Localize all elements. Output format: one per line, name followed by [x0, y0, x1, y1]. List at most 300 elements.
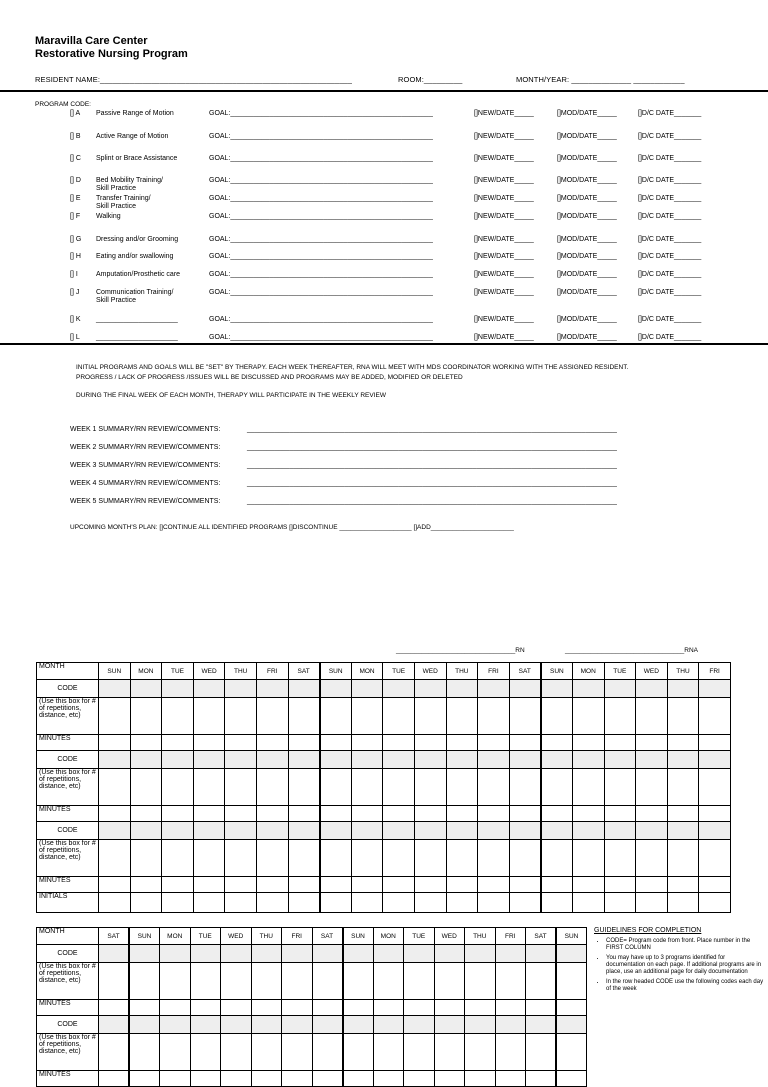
entry-cell[interactable]	[99, 822, 131, 840]
entry-cell[interactable]	[373, 1071, 404, 1087]
entry-cell[interactable]	[667, 698, 699, 735]
goal-field[interactable]: GOAL:____________________________________________________	[209, 316, 433, 323]
entry-cell[interactable]	[162, 806, 194, 822]
entry-cell[interactable]	[383, 840, 415, 877]
entry-cell[interactable]	[404, 1071, 435, 1087]
entry-cell[interactable]	[383, 806, 415, 822]
entry-cell[interactable]	[99, 735, 131, 751]
entry-cell[interactable]	[225, 822, 257, 840]
entry-cell[interactable]	[130, 806, 162, 822]
program-checkbox[interactable]: [] F	[70, 213, 81, 220]
entry-cell[interactable]	[373, 963, 404, 1000]
program-checkbox[interactable]: [] K	[70, 316, 81, 323]
upcoming-plan[interactable]: UPCOMING MONTH'S PLAN: []CONTINUE ALL IDENTIFIED PROGRAMS []DISCONTINUE ____________________ []ADD_______________________	[70, 524, 514, 531]
entry-cell[interactable]	[256, 822, 288, 840]
new-date-field[interactable]: []NEW/DATE_____	[474, 177, 534, 184]
program-checkbox[interactable]: [] B	[70, 133, 81, 140]
entry-cell[interactable]	[509, 680, 541, 698]
entry-cell[interactable]	[434, 1000, 465, 1016]
entry-cell[interactable]	[193, 893, 225, 913]
entry-cell[interactable]	[478, 822, 510, 840]
entry-cell[interactable]	[526, 963, 557, 1000]
entry-cell[interactable]	[162, 840, 194, 877]
entry-cell[interactable]	[509, 877, 541, 893]
entry-cell[interactable]	[446, 893, 478, 913]
entry-cell[interactable]	[282, 945, 313, 963]
mod-date-field[interactable]: []MOD/DATE_____	[557, 177, 617, 184]
entry-cell[interactable]	[699, 822, 731, 840]
dc-date-field[interactable]: []D/C DATE_______	[638, 133, 702, 140]
entry-cell[interactable]	[636, 735, 668, 751]
entry-cell[interactable]	[320, 840, 352, 877]
entry-cell[interactable]	[99, 806, 131, 822]
entry-cell[interactable]	[465, 1016, 496, 1034]
entry-cell[interactable]	[99, 893, 131, 913]
entry-cell[interactable]	[221, 1000, 252, 1016]
entry-cell[interactable]	[478, 735, 510, 751]
entry-cell[interactable]	[636, 822, 668, 840]
entry-cell[interactable]	[636, 769, 668, 806]
entry-cell[interactable]	[667, 769, 699, 806]
entry-cell[interactable]	[541, 877, 573, 893]
dc-date-field[interactable]: []D/C DATE_______	[638, 316, 702, 323]
entry-cell[interactable]	[129, 1071, 160, 1087]
entry-cell[interactable]	[221, 1071, 252, 1087]
entry-cell[interactable]	[495, 1071, 526, 1087]
entry-cell[interactable]	[160, 1034, 191, 1071]
entry-cell[interactable]	[478, 893, 510, 913]
entry-cell[interactable]	[434, 1071, 465, 1087]
goal-field[interactable]: GOAL:____________________________________________________	[209, 289, 433, 296]
entry-cell[interactable]	[434, 963, 465, 1000]
entry-cell[interactable]	[541, 806, 573, 822]
entry-cell[interactable]	[351, 698, 383, 735]
entry-cell[interactable]	[465, 945, 496, 963]
dc-date-field[interactable]: []D/C DATE_______	[638, 177, 702, 184]
goal-field[interactable]: GOAL:____________________________________________________	[209, 236, 433, 243]
goal-field[interactable]: GOAL:____________________________________________________	[209, 155, 433, 162]
entry-cell[interactable]	[667, 680, 699, 698]
entry-cell[interactable]	[383, 877, 415, 893]
room-field[interactable]: ROOM:_________	[398, 75, 463, 84]
entry-cell[interactable]	[509, 751, 541, 769]
entry-cell[interactable]	[495, 1016, 526, 1034]
entry-cell[interactable]	[699, 680, 731, 698]
program-checkbox[interactable]: [] L	[70, 334, 80, 341]
entry-cell[interactable]	[604, 735, 636, 751]
entry-cell[interactable]	[604, 877, 636, 893]
entry-cell[interactable]	[478, 698, 510, 735]
entry-cell[interactable]	[282, 1016, 313, 1034]
entry-cell[interactable]	[572, 698, 604, 735]
week-summary-line[interactable]: _______________________________________________________________________________________________	[247, 462, 617, 469]
entry-cell[interactable]	[99, 1000, 130, 1016]
dc-date-field[interactable]: []D/C DATE_______	[638, 253, 702, 260]
entry-cell[interactable]	[190, 963, 221, 1000]
entry-cell[interactable]	[225, 698, 257, 735]
entry-cell[interactable]	[129, 945, 160, 963]
entry-cell[interactable]	[251, 1016, 282, 1034]
entry-cell[interactable]	[541, 735, 573, 751]
entry-cell[interactable]	[129, 1016, 160, 1034]
entry-cell[interactable]	[667, 751, 699, 769]
entry-cell[interactable]	[99, 769, 131, 806]
mod-date-field[interactable]: []MOD/DATE_____	[557, 110, 617, 117]
entry-cell[interactable]	[312, 945, 343, 963]
entry-cell[interactable]	[312, 1034, 343, 1071]
entry-cell[interactable]	[556, 1016, 587, 1034]
entry-cell[interactable]	[251, 1034, 282, 1071]
entry-cell[interactable]	[465, 1071, 496, 1087]
entry-cell[interactable]	[465, 1034, 496, 1071]
new-date-field[interactable]: []NEW/DATE_____	[474, 155, 534, 162]
mod-date-field[interactable]: []MOD/DATE_____	[557, 253, 617, 260]
program-checkbox[interactable]: [] E	[70, 195, 81, 202]
entry-cell[interactable]	[162, 751, 194, 769]
entry-cell[interactable]	[162, 680, 194, 698]
entry-cell[interactable]	[130, 877, 162, 893]
goal-field[interactable]: GOAL:____________________________________________________	[209, 110, 433, 117]
entry-cell[interactable]	[446, 806, 478, 822]
entry-cell[interactable]	[282, 963, 313, 1000]
mod-date-field[interactable]: []MOD/DATE_____	[557, 289, 617, 296]
entry-cell[interactable]	[162, 822, 194, 840]
entry-cell[interactable]	[162, 735, 194, 751]
entry-cell[interactable]	[495, 945, 526, 963]
entry-cell[interactable]	[320, 806, 352, 822]
entry-cell[interactable]	[351, 806, 383, 822]
entry-cell[interactable]	[130, 698, 162, 735]
entry-cell[interactable]	[251, 963, 282, 1000]
entry-cell[interactable]	[160, 963, 191, 1000]
entry-cell[interactable]	[225, 680, 257, 698]
entry-cell[interactable]	[256, 893, 288, 913]
goal-field[interactable]: GOAL:____________________________________________________	[209, 177, 433, 184]
entry-cell[interactable]	[256, 680, 288, 698]
entry-cell[interactable]	[225, 877, 257, 893]
entry-cell[interactable]	[99, 1016, 130, 1034]
entry-cell[interactable]	[526, 945, 557, 963]
entry-cell[interactable]	[604, 769, 636, 806]
entry-cell[interactable]	[256, 698, 288, 735]
entry-cell[interactable]	[373, 1034, 404, 1071]
week-summary-line[interactable]: _______________________________________________________________________________________________	[247, 426, 617, 433]
goal-field[interactable]: GOAL:____________________________________________________	[209, 271, 433, 278]
entry-cell[interactable]	[495, 963, 526, 1000]
entry-cell[interactable]	[351, 769, 383, 806]
entry-cell[interactable]	[636, 751, 668, 769]
entry-cell[interactable]	[636, 806, 668, 822]
entry-cell[interactable]	[129, 1034, 160, 1071]
entry-cell[interactable]	[256, 735, 288, 751]
dc-date-field[interactable]: []D/C DATE_______	[638, 110, 702, 117]
new-date-field[interactable]: []NEW/DATE_____	[474, 253, 534, 260]
entry-cell[interactable]	[541, 893, 573, 913]
entry-cell[interactable]	[572, 877, 604, 893]
entry-cell[interactable]	[343, 963, 374, 1000]
rna-signature-line[interactable]: _________________________________RNA	[565, 647, 699, 654]
entry-cell[interactable]	[190, 1016, 221, 1034]
entry-cell[interactable]	[343, 1071, 374, 1087]
entry-cell[interactable]	[636, 877, 668, 893]
entry-cell[interactable]	[193, 698, 225, 735]
entry-cell[interactable]	[99, 1071, 130, 1087]
entry-cell[interactable]	[434, 1034, 465, 1071]
entry-cell[interactable]	[312, 963, 343, 1000]
entry-cell[interactable]	[256, 806, 288, 822]
entry-cell[interactable]	[495, 1034, 526, 1071]
goal-field[interactable]: GOAL:____________________________________________________	[209, 334, 433, 341]
entry-cell[interactable]	[320, 680, 352, 698]
mod-date-field[interactable]: []MOD/DATE_____	[557, 316, 617, 323]
program-checkbox[interactable]: [] A	[70, 110, 81, 117]
entry-cell[interactable]	[256, 751, 288, 769]
entry-cell[interactable]	[193, 877, 225, 893]
entry-cell[interactable]	[699, 735, 731, 751]
entry-cell[interactable]	[193, 822, 225, 840]
entry-cell[interactable]	[572, 822, 604, 840]
entry-cell[interactable]	[383, 680, 415, 698]
entry-cell[interactable]	[604, 806, 636, 822]
entry-cell[interactable]	[572, 806, 604, 822]
entry-cell[interactable]	[221, 1016, 252, 1034]
entry-cell[interactable]	[509, 698, 541, 735]
program-checkbox[interactable]: [] D	[70, 177, 81, 184]
entry-cell[interactable]	[446, 680, 478, 698]
mod-date-field[interactable]: []MOD/DATE_____	[557, 334, 617, 341]
entry-cell[interactable]	[190, 1000, 221, 1016]
entry-cell[interactable]	[414, 840, 446, 877]
entry-cell[interactable]	[351, 877, 383, 893]
entry-cell[interactable]	[312, 1000, 343, 1016]
entry-cell[interactable]	[99, 963, 130, 1000]
entry-cell[interactable]	[221, 963, 252, 1000]
entry-cell[interactable]	[190, 1034, 221, 1071]
entry-cell[interactable]	[160, 1000, 191, 1016]
new-date-field[interactable]: []NEW/DATE_____	[474, 110, 534, 117]
entry-cell[interactable]	[414, 735, 446, 751]
entry-cell[interactable]	[465, 963, 496, 1000]
entry-cell[interactable]	[160, 1016, 191, 1034]
program-checkbox[interactable]: [] C	[70, 155, 81, 162]
entry-cell[interactable]	[351, 893, 383, 913]
entry-cell[interactable]	[193, 735, 225, 751]
entry-cell[interactable]	[572, 840, 604, 877]
mod-date-field[interactable]: []MOD/DATE_____	[557, 213, 617, 220]
entry-cell[interactable]	[288, 877, 320, 893]
entry-cell[interactable]	[130, 751, 162, 769]
entry-cell[interactable]	[434, 1016, 465, 1034]
entry-cell[interactable]	[288, 822, 320, 840]
entry-cell[interactable]	[288, 806, 320, 822]
week-summary-line[interactable]: _______________________________________________________________________________________________	[247, 444, 617, 451]
entry-cell[interactable]	[541, 822, 573, 840]
entry-cell[interactable]	[383, 751, 415, 769]
entry-cell[interactable]	[130, 893, 162, 913]
entry-cell[interactable]	[162, 698, 194, 735]
entry-cell[interactable]	[636, 840, 668, 877]
entry-cell[interactable]	[99, 1034, 130, 1071]
entry-cell[interactable]	[251, 1071, 282, 1087]
entry-cell[interactable]	[383, 822, 415, 840]
resident-name-field[interactable]: RESIDENT NAME:___________________________________________________________	[35, 75, 353, 84]
entry-cell[interactable]	[636, 680, 668, 698]
entry-cell[interactable]	[556, 1034, 587, 1071]
entry-cell[interactable]	[446, 840, 478, 877]
entry-cell[interactable]	[604, 698, 636, 735]
entry-cell[interactable]	[225, 893, 257, 913]
entry-cell[interactable]	[225, 735, 257, 751]
entry-cell[interactable]	[414, 893, 446, 913]
entry-cell[interactable]	[162, 769, 194, 806]
entry-cell[interactable]	[225, 806, 257, 822]
entry-cell[interactable]	[130, 735, 162, 751]
entry-cell[interactable]	[130, 840, 162, 877]
entry-cell[interactable]	[160, 945, 191, 963]
entry-cell[interactable]	[404, 1016, 435, 1034]
entry-cell[interactable]	[699, 840, 731, 877]
entry-cell[interactable]	[351, 822, 383, 840]
entry-cell[interactable]	[193, 840, 225, 877]
entry-cell[interactable]	[190, 945, 221, 963]
entry-cell[interactable]	[282, 1071, 313, 1087]
goal-field[interactable]: GOAL:____________________________________________________	[209, 195, 433, 202]
dc-date-field[interactable]: []D/C DATE_______	[638, 289, 702, 296]
entry-cell[interactable]	[699, 877, 731, 893]
entry-cell[interactable]	[251, 945, 282, 963]
new-date-field[interactable]: []NEW/DATE_____	[474, 133, 534, 140]
entry-cell[interactable]	[193, 680, 225, 698]
entry-cell[interactable]	[636, 893, 668, 913]
entry-cell[interactable]	[541, 840, 573, 877]
dc-date-field[interactable]: []D/C DATE_______	[638, 195, 702, 202]
entry-cell[interactable]	[604, 680, 636, 698]
entry-cell[interactable]	[320, 893, 352, 913]
entry-cell[interactable]	[312, 1016, 343, 1034]
entry-cell[interactable]	[129, 1000, 160, 1016]
entry-cell[interactable]	[282, 1000, 313, 1016]
entry-cell[interactable]	[404, 1034, 435, 1071]
entry-cell[interactable]	[130, 680, 162, 698]
entry-cell[interactable]	[478, 751, 510, 769]
entry-cell[interactable]	[604, 893, 636, 913]
entry-cell[interactable]	[414, 698, 446, 735]
entry-cell[interactable]	[282, 1034, 313, 1071]
entry-cell[interactable]	[404, 963, 435, 1000]
entry-cell[interactable]	[478, 840, 510, 877]
entry-cell[interactable]	[373, 1000, 404, 1016]
entry-cell[interactable]	[572, 735, 604, 751]
entry-cell[interactable]	[541, 751, 573, 769]
entry-cell[interactable]	[699, 698, 731, 735]
entry-cell[interactable]	[526, 1034, 557, 1071]
entry-cell[interactable]	[99, 945, 130, 963]
entry-cell[interactable]	[343, 1034, 374, 1071]
entry-cell[interactable]	[699, 893, 731, 913]
entry-cell[interactable]	[478, 877, 510, 893]
entry-cell[interactable]	[556, 1000, 587, 1016]
entry-cell[interactable]	[526, 1016, 557, 1034]
entry-cell[interactable]	[373, 945, 404, 963]
new-date-field[interactable]: []NEW/DATE_____	[474, 316, 534, 323]
entry-cell[interactable]	[509, 806, 541, 822]
entry-cell[interactable]	[383, 769, 415, 806]
entry-cell[interactable]	[414, 680, 446, 698]
program-checkbox[interactable]: [] I	[70, 271, 78, 278]
goal-field[interactable]: GOAL:____________________________________________________	[209, 133, 433, 140]
entry-cell[interactable]	[129, 963, 160, 1000]
entry-cell[interactable]	[572, 769, 604, 806]
entry-cell[interactable]	[526, 1000, 557, 1016]
entry-cell[interactable]	[478, 806, 510, 822]
entry-cell[interactable]	[414, 806, 446, 822]
entry-cell[interactable]	[541, 680, 573, 698]
entry-cell[interactable]	[509, 840, 541, 877]
entry-cell[interactable]	[251, 1000, 282, 1016]
entry-cell[interactable]	[373, 1016, 404, 1034]
new-date-field[interactable]: []NEW/DATE_____	[474, 236, 534, 243]
new-date-field[interactable]: []NEW/DATE_____	[474, 195, 534, 202]
program-checkbox[interactable]: [] G	[70, 236, 82, 243]
entry-cell[interactable]	[383, 698, 415, 735]
entry-cell[interactable]	[288, 893, 320, 913]
entry-cell[interactable]	[383, 735, 415, 751]
entry-cell[interactable]	[351, 840, 383, 877]
entry-cell[interactable]	[351, 751, 383, 769]
entry-cell[interactable]	[351, 680, 383, 698]
new-date-field[interactable]: []NEW/DATE_____	[474, 271, 534, 278]
mod-date-field[interactable]: []MOD/DATE_____	[557, 155, 617, 162]
entry-cell[interactable]	[221, 1034, 252, 1071]
entry-cell[interactable]	[193, 769, 225, 806]
entry-cell[interactable]	[288, 680, 320, 698]
entry-cell[interactable]	[404, 1000, 435, 1016]
entry-cell[interactable]	[478, 680, 510, 698]
week-summary-line[interactable]: _______________________________________________________________________________________________	[247, 498, 617, 505]
dc-date-field[interactable]: []D/C DATE_______	[638, 155, 702, 162]
new-date-field[interactable]: []NEW/DATE_____	[474, 213, 534, 220]
entry-cell[interactable]	[636, 698, 668, 735]
entry-cell[interactable]	[572, 751, 604, 769]
entry-cell[interactable]	[604, 840, 636, 877]
mod-date-field[interactable]: []MOD/DATE_____	[557, 271, 617, 278]
entry-cell[interactable]	[288, 698, 320, 735]
entry-cell[interactable]	[556, 963, 587, 1000]
entry-cell[interactable]	[288, 840, 320, 877]
entry-cell[interactable]	[99, 877, 131, 893]
entry-cell[interactable]	[288, 769, 320, 806]
entry-cell[interactable]	[343, 945, 374, 963]
entry-cell[interactable]	[556, 1071, 587, 1087]
program-checkbox[interactable]: [] J	[70, 289, 80, 296]
entry-cell[interactable]	[446, 751, 478, 769]
entry-cell[interactable]	[541, 769, 573, 806]
entry-cell[interactable]	[572, 680, 604, 698]
month-year-field[interactable]: MONTH/YEAR: ______________ ____________	[516, 75, 685, 84]
entry-cell[interactable]	[320, 698, 352, 735]
entry-cell[interactable]	[190, 1071, 221, 1087]
week-summary-line[interactable]: _______________________________________________________________________________________________	[247, 480, 617, 487]
entry-cell[interactable]	[667, 840, 699, 877]
entry-cell[interactable]	[414, 877, 446, 893]
entry-cell[interactable]	[667, 877, 699, 893]
entry-cell[interactable]	[414, 769, 446, 806]
entry-cell[interactable]	[509, 769, 541, 806]
entry-cell[interactable]	[130, 822, 162, 840]
entry-cell[interactable]	[99, 751, 131, 769]
entry-cell[interactable]	[509, 822, 541, 840]
entry-cell[interactable]	[99, 680, 131, 698]
